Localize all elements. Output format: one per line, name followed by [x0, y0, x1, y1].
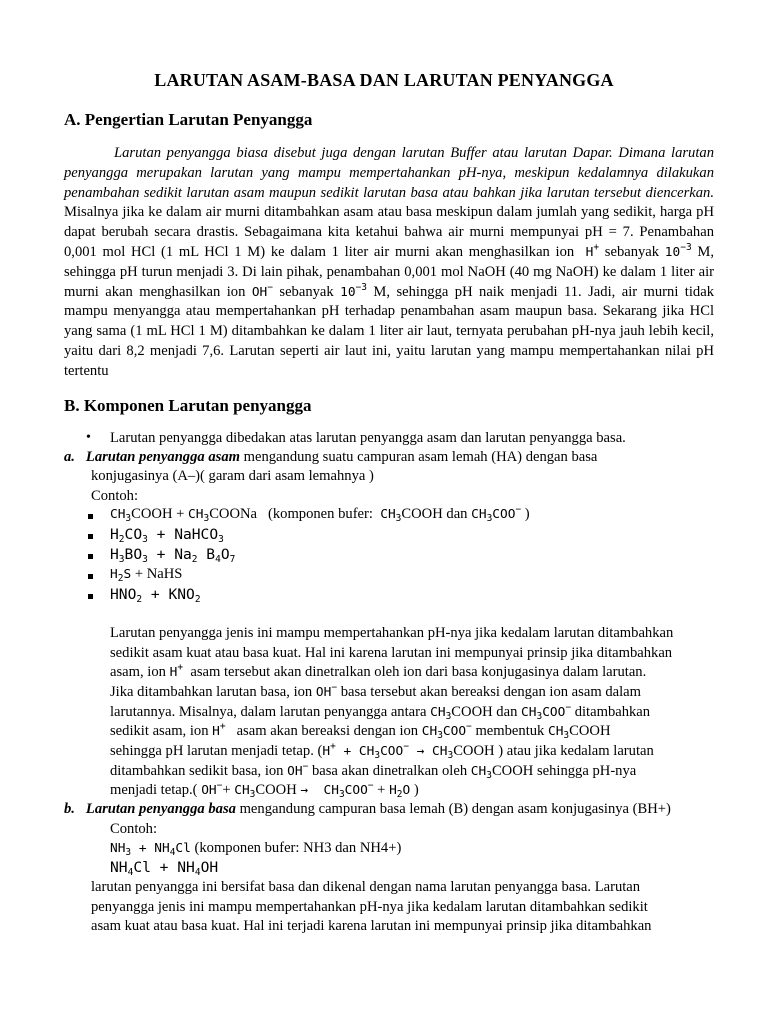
b-contoh-label: Contoh:	[110, 821, 158, 837]
italic-definition: Larutan penyangga biasa disebut juga dengan larutan Buffer atau larutan Dapar. Dimana larutan penyangga merupakan larutan yang mampu mempertahankan pH-nya, meskipun kedalamnya dilakukan penambahan sedikit larutan asam maupun sedikit larutan basa atau bahkan jika larutan tersebut diencerkan.	[64, 145, 714, 201]
para2-line: sedikit asam kuat atau basa kuat. Hal ini karena larutan ini mempunyai prinsip jika ditambahkan	[110, 645, 673, 661]
example-4: $H_2S$ + NaHS	[110, 566, 183, 584]
concentration: $10^{-3}$	[664, 241, 692, 260]
ion-h: H+	[585, 241, 600, 260]
para2-line: sedikit asam, ion H+ asam akan bereaksi dengan ion $CH_3COO^-$ membentuk $CH_3COOH$	[110, 721, 611, 741]
para3-line: asam kuat atau basa kuat. Hal ini terjadi karena larutan ini mempunyai prinsip jika ditambahkan	[91, 918, 652, 934]
b-example-2: $NH_4Cl + NH_4OH$	[110, 859, 219, 878]
square-bullet-icon	[88, 594, 93, 599]
para2-line: sehingga pH larutan menjadi tetap. ($H^+ + CH_3COO^-$ → $CH_3COOH$ ) atau jika kedalam larutan	[110, 741, 654, 761]
item-b-title: Larutan penyangga basa	[85, 801, 236, 817]
bullet-dot-icon: •	[86, 430, 91, 445]
item-a-text2: konjugasinya (A–)( garam dari asam lemahnya )	[91, 468, 374, 484]
square-bullet-icon	[88, 514, 93, 519]
para2-line: Jika ditambahkan larutan basa, ion OH− basa tersebut akan bereaksi dengan ion asam dalam	[110, 682, 641, 700]
item-a-label: a.	[64, 449, 75, 465]
para3-line: larutan penyangga ini bersifat basa dan dikenal dengan nama larutan penyangga basa. Larutan	[91, 879, 641, 895]
text-part: Misalnya jika ke dalam air murni ditambahkan asam atau basa meskipun dalam jumlah yang sedikit, harga pH dapat berubah secara drastis. Sebagaimana kita ketahui bahwa air murni mempunyai pH = 7. Penambahan 0,001 mol HCl (1 mL HCl 1 M) ke dalam 1 liter air murni akan menghasilkan ion	[64, 204, 714, 260]
section-b-heading: B. Komponen Larutan penyangga	[64, 396, 312, 415]
contoh-label: Contoh:	[91, 488, 139, 504]
para2-line: ditambahkan sedikit basa, ion OH− basa akan dinetralkan oleh $CH_3COOH$ sehingga pH-nya	[110, 761, 637, 781]
b-example-1: $NH_3 + NH_4Cl$ (komponen bufer: NH3 dan NH4+)	[110, 840, 402, 858]
para2-line: asam, ion H+ asam tersebut akan dinetralkan oleh ion dari basa konjugasinya dalam larutan.	[110, 662, 647, 680]
example-5: $HNO_2 + KNO_2$	[110, 586, 201, 605]
text-part: M, sehingga pH naik menjadi 11. Jadi, air murni tidak mampu menyangga atau mempertahankan pH terhadap penambahan asam maupun basa. Sekarang jika HCl yang sama (1 mL HCl 1 M) ditambahkan ke dalam 1 liter air laut, ternyata perubahan pH-nya jauh lebih kecil, yaitu dari 8,2 menjadi 7,6. Larutan seperti air laut ini, yaitu larutan yang mampu mempertahankan nilai pH tertentu	[64, 283, 714, 379]
item-b	[64, 801, 671, 818]
item-a	[64, 449, 597, 466]
example-1: $CH_3COOH$ + $CH_3COONa$ (komponen bufer: $CH_3COOH$ dan $CH_3COO^-$ )	[110, 504, 530, 524]
example-2: $H_2CO_3$ + NaHCO$_3$	[110, 526, 224, 545]
para2-line: Larutan penyangga jenis ini mampu mempertahankan pH-nya jika kedalam larutan ditambahkan	[110, 625, 674, 641]
item-b-label: b.	[64, 801, 75, 817]
concentration: $10^{-3}$	[340, 281, 367, 300]
item-b-text: mengandung campuran basa lemah (B) dengan asam konjugasinya (BH+)	[235, 801, 671, 817]
square-bullet-icon	[88, 534, 93, 539]
para2-line: larutannya. Misalnya, dalam larutan penyangga antara $CH_3COOH$ dan $CH_3COO^-$ ditambahkan	[110, 702, 651, 722]
example-3: $H_3BO_3 + Na_2$ $B_4O_7$	[110, 546, 236, 565]
square-bullet-icon	[88, 574, 93, 579]
text-part: sebanyak	[599, 243, 665, 260]
page-title: LARUTAN ASAM-BASA DAN LARUTAN PENYANGGA	[154, 70, 614, 90]
section-a-heading: A. Pengertian Larutan Penyangga	[64, 110, 313, 129]
bullet-text: Larutan penyangga dibedakan atas larutan penyangga asam dan larutan penyangga basa.	[110, 430, 626, 446]
text-part: sebanyak	[272, 283, 341, 300]
para2-line: menjadi tetap.( $OH^-+ CH_3COOH \to CH_3COO^- + H_2O$ )	[110, 780, 419, 800]
item-a-title: Larutan penyangga asam	[85, 449, 240, 465]
para3-line: penyangga jenis ini mampu mempertahankan pH-nya jika kedalam larutan ditambahkan sedikit	[91, 899, 648, 915]
section-a-paragraph	[64, 144, 714, 382]
ion-oh: OH−	[251, 281, 273, 300]
square-bullet-icon	[88, 554, 93, 559]
item-a-text: mengandung suatu campuran asam lemah (HA) dengan basa	[239, 449, 598, 465]
text-part: M, sehingga pH turun menjadi 3. Di lain pihak, penambahan 0,001 mol NaOH (40 mg NaOH) ke dalam 1 liter air murni akan menghasilkan ion	[64, 243, 715, 300]
